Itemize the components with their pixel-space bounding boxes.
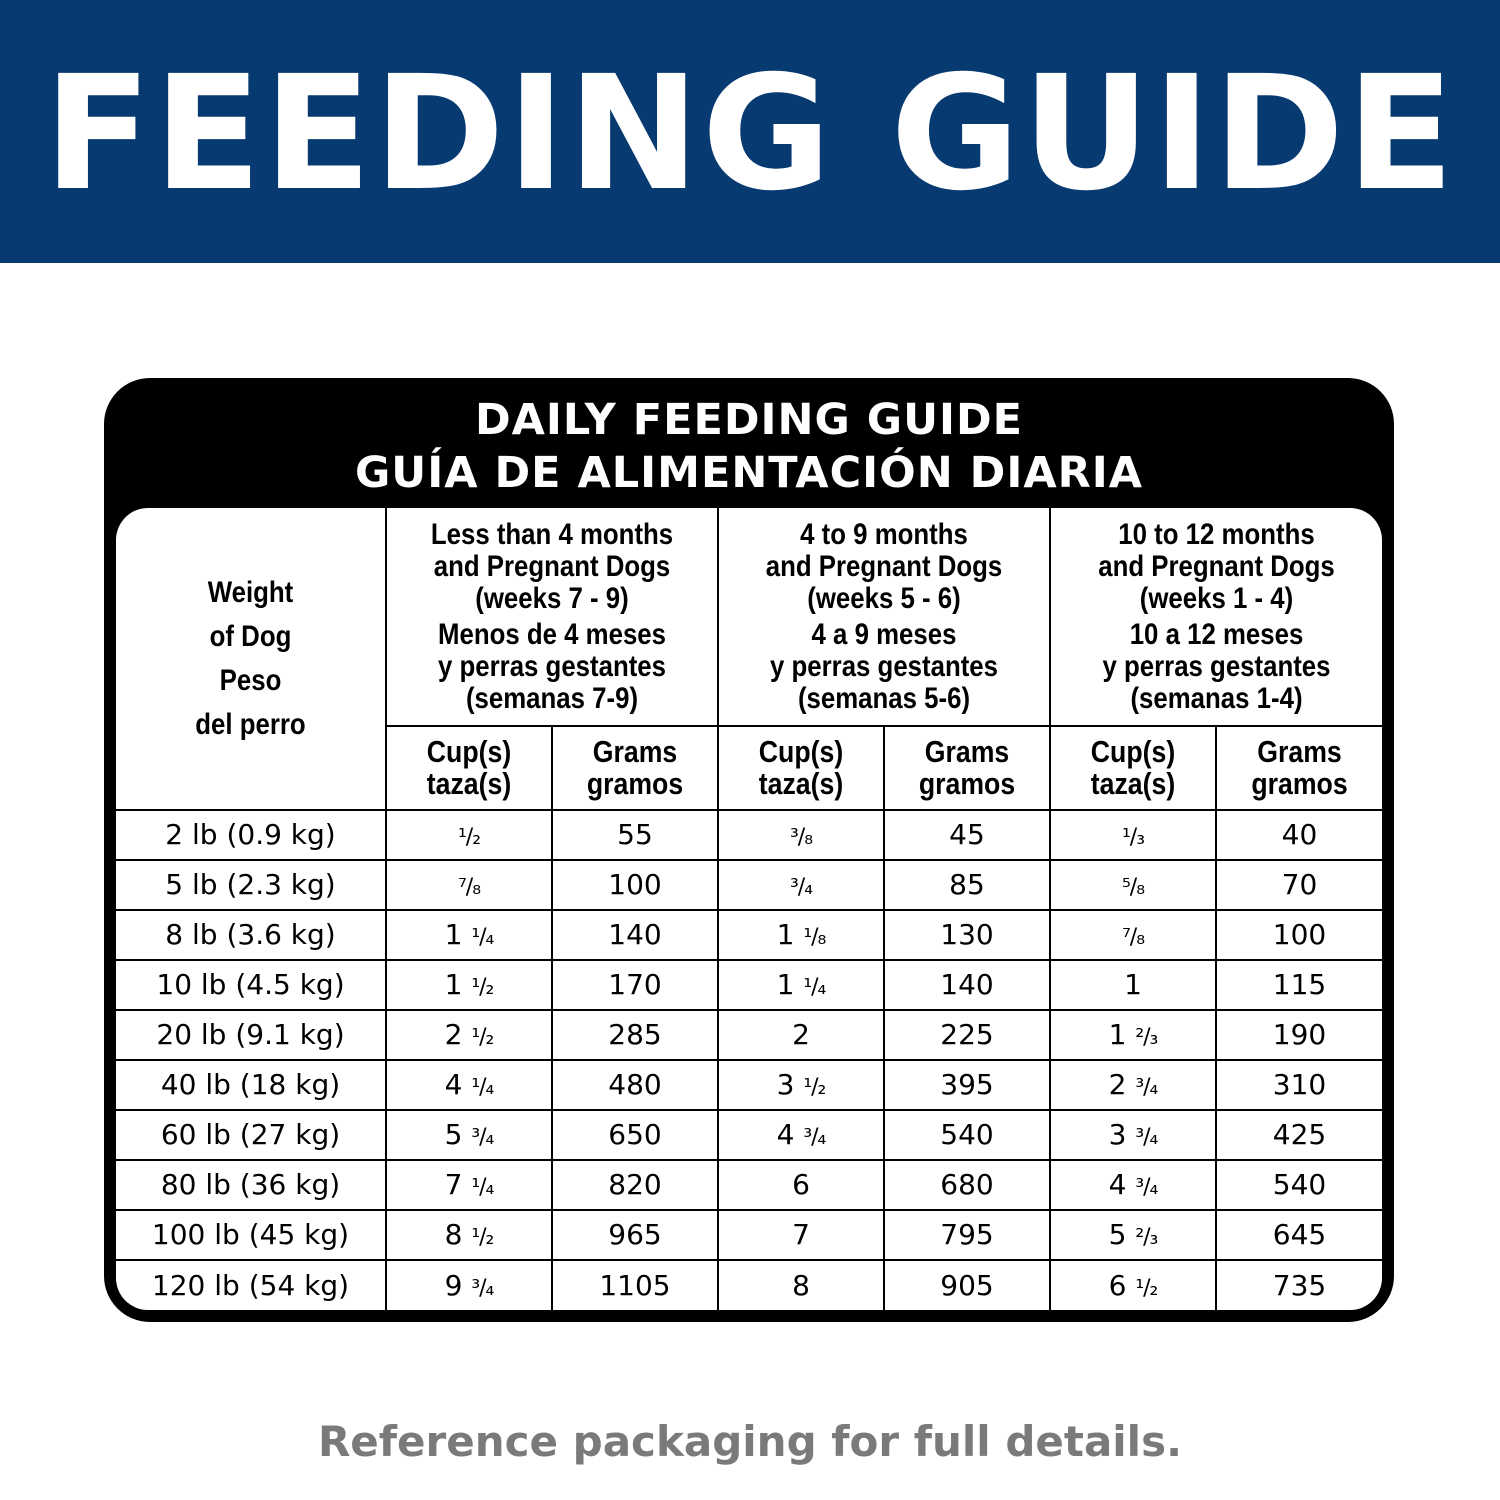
card-title-es: GUÍA DE ALIMENTACIÓN DIARIA xyxy=(354,448,1144,498)
group-header-under-4-months xyxy=(386,508,718,726)
grams-cell: 480 xyxy=(552,1060,718,1110)
grams-cell: 170 xyxy=(552,960,718,1010)
cups-cell: ³/₄ xyxy=(718,860,884,910)
group-header-line: (weeks 7 - 9) xyxy=(475,581,629,615)
weight-header-line: of Dog xyxy=(209,619,292,653)
weight-header-line: del perro xyxy=(195,707,306,741)
grams-cell: 540 xyxy=(884,1110,1050,1160)
table-row xyxy=(116,910,1382,960)
table-row xyxy=(116,1160,1382,1210)
grams-cell: 820 xyxy=(552,1160,718,1210)
cups-cell: 4 ³/₄ xyxy=(1050,1160,1216,1210)
grams-cell: 40 xyxy=(1216,810,1382,860)
cups-cell: ⁵/₈ xyxy=(1050,860,1216,910)
cups-cell: 3 ³/₄ xyxy=(1050,1110,1216,1160)
cups-cell: 8 xyxy=(718,1260,884,1310)
grams-cell: 140 xyxy=(884,960,1050,1010)
group-header-line: (semanas 5-6) xyxy=(797,681,971,715)
weight-cell: 60 lb (27 kg) xyxy=(116,1110,386,1160)
group-header-line: 4 a 9 meses xyxy=(811,617,957,651)
cups-cell: 1 ¹/₄ xyxy=(718,960,884,1010)
weight-cell: 10 lb (4.5 kg) xyxy=(116,960,386,1010)
group-header-line: y perras gestantes xyxy=(437,649,667,683)
cups-cell: 2 ¹/₂ xyxy=(386,1010,552,1060)
cups-cell: 7 ¹/₄ xyxy=(386,1160,552,1210)
cups-cell: 4 ¹/₄ xyxy=(386,1060,552,1110)
column-header-line: Cup(s) xyxy=(1090,734,1176,769)
cups-cell: 9 ³/₄ xyxy=(386,1260,552,1310)
column-header-line: gramos xyxy=(918,766,1016,801)
cups-cell: 1 ¹/₄ xyxy=(386,910,552,960)
cups-cell: ¹/₂ xyxy=(386,810,552,860)
banner xyxy=(0,0,1500,263)
grams-cell: 85 xyxy=(884,860,1050,910)
group-header-line: (semanas 1-4) xyxy=(1130,681,1303,715)
grams-cell: 1105 xyxy=(552,1260,718,1310)
group-header-4-to-9-months xyxy=(718,508,1050,726)
grams-cell: 140 xyxy=(552,910,718,960)
grams-cell: 680 xyxy=(884,1160,1050,1210)
grams-cell: 285 xyxy=(552,1010,718,1060)
group-header-line: Menos de 4 meses xyxy=(437,617,667,651)
table-row xyxy=(116,860,1382,910)
table-row xyxy=(116,1060,1382,1110)
cups-cell: 6 ¹/₂ xyxy=(1050,1260,1216,1310)
weight-cell: 20 lb (9.1 kg) xyxy=(116,1010,386,1060)
column-header-line: Grams xyxy=(1257,734,1342,769)
cups-cell: 6 xyxy=(718,1160,884,1210)
weight-cell: 8 lb (3.6 kg) xyxy=(116,910,386,960)
feeding-table xyxy=(116,508,1382,1310)
grams-cell: 425 xyxy=(1216,1110,1382,1160)
weight-cell: 2 lb (0.9 kg) xyxy=(116,810,386,860)
grams-cell: 115 xyxy=(1216,960,1382,1010)
grams-cell: 540 xyxy=(1216,1160,1382,1210)
weight-column-header xyxy=(116,508,386,810)
grams-cell: 735 xyxy=(1216,1260,1382,1310)
column-header-line: Cup(s) xyxy=(426,734,512,769)
cups-cell: 2 ³/₄ xyxy=(1050,1060,1216,1110)
cups-cell: 8 ¹/₂ xyxy=(386,1210,552,1260)
group-header-line: (weeks 5 - 6) xyxy=(807,581,961,615)
column-header-line: taza(s) xyxy=(426,766,512,801)
group-header-10-to-12-months xyxy=(1050,508,1382,726)
column-header-line: gramos xyxy=(586,766,684,801)
card-title-en: DAILY FEEDING GUIDE xyxy=(474,395,1024,445)
grams-cell: 395 xyxy=(884,1060,1050,1110)
grams-column-header xyxy=(1216,726,1382,810)
cups-cell: 1 xyxy=(1050,960,1216,1010)
group-header-line: 10 a 12 meses xyxy=(1129,617,1304,651)
table-row xyxy=(116,1260,1382,1310)
grams-cell: 905 xyxy=(884,1260,1050,1310)
column-header-line: taza(s) xyxy=(758,766,844,801)
group-header-line: and Pregnant Dogs xyxy=(765,549,1003,583)
grams-cell: 45 xyxy=(884,810,1050,860)
column-header-line: taza(s) xyxy=(1090,766,1176,801)
grams-cell: 965 xyxy=(552,1210,718,1260)
grams-cell: 795 xyxy=(884,1210,1050,1260)
card-title xyxy=(104,394,1394,500)
grams-cell: 130 xyxy=(884,910,1050,960)
cups-cell: 3 ¹/₂ xyxy=(718,1060,884,1110)
grams-column-header xyxy=(552,726,718,810)
cups-cell: 1 ¹/₈ xyxy=(718,910,884,960)
group-header-line: and Pregnant Dogs xyxy=(1098,549,1335,583)
cups-cell: 4 ³/₄ xyxy=(718,1110,884,1160)
table-row xyxy=(116,1110,1382,1160)
group-header-line: (weeks 1 - 4) xyxy=(1139,581,1294,615)
cups-cell: ⁷/₈ xyxy=(386,860,552,910)
cups-cell: ⁷/₈ xyxy=(1050,910,1216,960)
group-header-line: y perras gestantes xyxy=(1102,649,1331,683)
feeding-guide-card xyxy=(104,378,1394,1322)
table-row xyxy=(116,1210,1382,1260)
table-row xyxy=(116,960,1382,1010)
group-header-line: (semanas 7-9) xyxy=(465,681,639,715)
weight-cell: 100 lb (45 kg) xyxy=(116,1210,386,1260)
cups-column-header xyxy=(1050,726,1216,810)
cups-column-header xyxy=(718,726,884,810)
cups-cell: 7 xyxy=(718,1210,884,1260)
grams-cell: 225 xyxy=(884,1010,1050,1060)
cups-cell: 5 ²/₃ xyxy=(1050,1210,1216,1260)
weight-cell: 5 lb (2.3 kg) xyxy=(116,860,386,910)
grams-cell: 55 xyxy=(552,810,718,860)
group-header-line: 4 to 9 months xyxy=(800,517,968,551)
feeding-table-wrap xyxy=(116,508,1382,1310)
weight-cell: 40 lb (18 kg) xyxy=(116,1060,386,1110)
column-header-line: Cup(s) xyxy=(758,734,844,769)
grams-column-header xyxy=(884,726,1050,810)
grams-cell: 645 xyxy=(1216,1210,1382,1260)
weight-cell: 80 lb (36 kg) xyxy=(116,1160,386,1210)
cups-cell: 5 ³/₄ xyxy=(386,1110,552,1160)
group-header-line: 10 to 12 months xyxy=(1118,517,1315,551)
column-header-line: Grams xyxy=(592,734,678,769)
column-header-line: Grams xyxy=(924,734,1010,769)
group-header-line: Less than 4 months xyxy=(430,517,674,551)
weight-header-line: Peso xyxy=(219,663,282,697)
table-row xyxy=(116,1010,1382,1060)
weight-header-line: Weight xyxy=(207,575,294,609)
column-header-line: gramos xyxy=(1251,766,1348,801)
page-title: FEEDING GUIDE xyxy=(43,41,1457,226)
cups-cell: ³/₈ xyxy=(718,810,884,860)
grams-cell: 190 xyxy=(1216,1010,1382,1060)
grams-cell: 310 xyxy=(1216,1060,1382,1110)
footer-note: Reference packaging for full details. xyxy=(317,1417,1183,1466)
group-header-line: and Pregnant Dogs xyxy=(433,549,671,583)
table-row xyxy=(116,810,1382,860)
cups-cell: ¹/₃ xyxy=(1050,810,1216,860)
grams-cell: 100 xyxy=(552,860,718,910)
grams-cell: 100 xyxy=(1216,910,1382,960)
cups-column-header xyxy=(386,726,552,810)
grams-cell: 70 xyxy=(1216,860,1382,910)
cups-cell: 2 xyxy=(718,1010,884,1060)
group-header-line: y perras gestantes xyxy=(769,649,999,683)
cups-cell: 1 ²/₃ xyxy=(1050,1010,1216,1060)
grams-cell: 650 xyxy=(552,1110,718,1160)
cups-cell: 1 ¹/₂ xyxy=(386,960,552,1010)
weight-cell: 120 lb (54 kg) xyxy=(116,1260,386,1310)
